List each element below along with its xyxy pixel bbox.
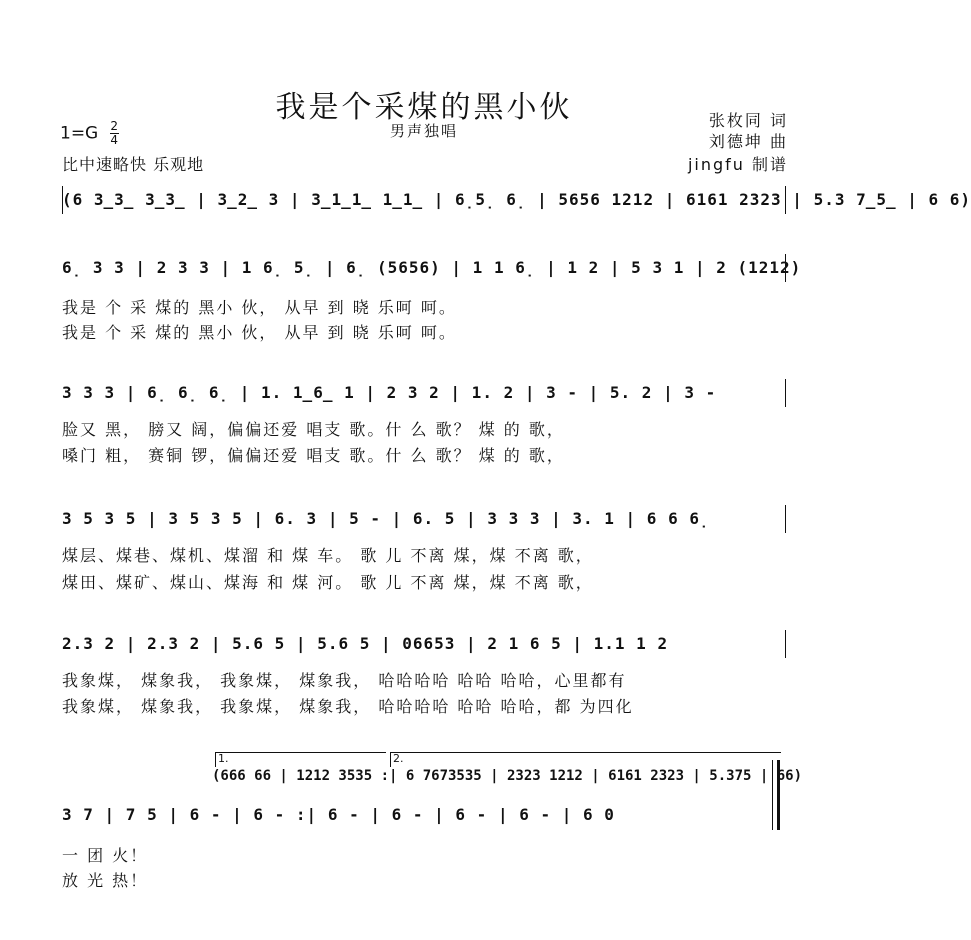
time-signature [110,120,119,147]
barline [785,505,786,533]
tempo-marking: 比中速略快 乐观地 [62,155,205,174]
lyric-line-4a: 我象煤， 煤象我， 我象煤， 煤象我， 哈哈哈哈 哈哈 哈哈，心里都有 [62,671,627,690]
final-barline-thin [772,760,773,830]
barline [785,379,786,407]
song-title: 我是个采煤的黑小伙 [275,90,573,125]
score-line-3: 3 5 3 5 | 3 5 3 5 | 6. 3 | 5 - | 6. 5 | 3 3 3 | 3. 1 | 6 6 6̣ [62,509,710,528]
lyric-line-2a: 脸又 黑， 膀又 阔，偏偏还爱 唱支 歌。什 么 歌？ 煤 的 歌， [62,420,565,439]
barline [785,254,786,282]
key-signature [60,120,119,147]
volta-number-2: 2. [393,752,404,765]
performance-type: 男声独唱 [389,122,458,140]
lyric-line-4b: 我象煤， 煤象我， 我象煤， 煤象我， 哈哈哈哈 哈哈 哈哈，都 为四化 [62,697,634,716]
barline [785,630,786,658]
lyricist-credit: 张枚同 词 [708,111,788,130]
barline [62,186,63,214]
score-line-5-upper: (666 66 | 1212 3535 :| 6 7673535 | 2323 1212 | 6161 2323 | 5.375 | 66) [212,768,803,784]
lyric-line-1a: 我是 个 采 煤的 黑小 伙， 从早 到 晓 乐呵 呵。 [62,298,457,317]
lyric-line-2b: 嗓门 粗， 赛铜 锣，偏偏还爱 唱支 歌。什 么 歌？ 煤 的 歌， [62,446,565,465]
barline [785,186,786,214]
time-bottom: 4 [110,133,118,147]
lyric-line-5b: 放 光 热！ [62,871,149,890]
composer-credit: 刘德坤 曲 [708,132,788,151]
time-top: 2 [110,119,118,133]
lyric-line-3a: 煤层、煤巷、煤机、煤溜 和 煤 车。 歌 儿 不离 煤，煤 不离 歌， [62,546,594,565]
lyric-line-5a: 一 团 火！ [62,846,149,865]
score-line-2: 3 3 3 | 6̣ 6̣ 6̣ | 1. 1̲6̲ 1 | 2 3 2 | 1. 2 | 3 - | 5. 2 | 3 - [62,383,717,402]
volta-number-1: 1. [218,752,229,765]
score-line-1: 6̣ 3 3 | 2 3 3 | 1 6̣ 5̣ | 6̣ (5656) | 1 1 6̣ | 1 2 | 5 3 1 | 2 (1212) [62,258,802,277]
final-barline [777,760,780,830]
arranger-credit: jingfu 制谱 [687,155,788,174]
score-line-4: 2.3 2 | 2.3 2 | 5.6 5 | 5.6 5 | 06653 | 2 1 6 5 | 1.1 1 2 [62,634,669,653]
score-line-5: 3 7 | 7 5 | 6 - | 6 - :| 6 - | 6 - | 6 - | 6 - | 6 0 [62,805,615,824]
lyric-line-1b: 我是 个 采 煤的 黑小 伙， 从早 到 晓 乐呵 呵。 [62,323,457,342]
lyric-line-3b: 煤田、煤矿、煤山、煤海 和 煤 河。 歌 儿 不离 煤，煤 不离 歌， [62,573,594,592]
key-label: 1=G [60,123,99,144]
volta-bracket-1 [215,752,386,767]
volta-bracket-2 [390,752,781,767]
score-intro-line: (6 3̲3̲ 3̲3̲ | 3̲2̲ 3 | 3̲1̲1̲ 1̲1̲ | 6̣5̣ 6̣ | 5656 1212 | 6161 2323 | 5.3 7̲5̲ | 6 6) [62,190,971,209]
